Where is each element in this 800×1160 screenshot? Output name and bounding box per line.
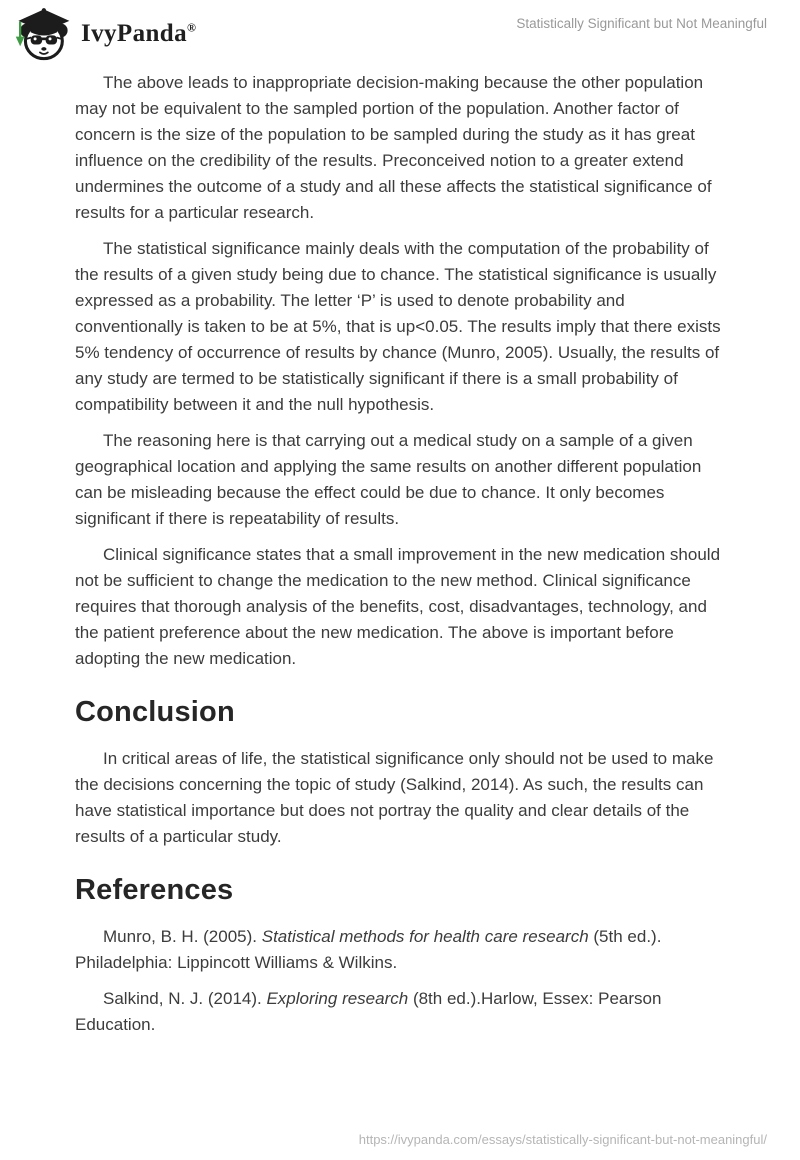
panda-graduate-icon (14, 6, 72, 62)
page-header (0, 0, 800, 62)
conclusion-heading: Conclusion (75, 696, 235, 728)
registered-trademark: ® (187, 20, 197, 35)
reference-title-italic: Exploring research (266, 989, 409, 1008)
reference-title-italic: Statistical methods for health care research (261, 927, 589, 946)
brand-text: IvyPanda (81, 20, 188, 47)
reference-text-part: (8th ed.).Harlow, Essex: Pearson Education. (75, 989, 662, 1034)
page-footer-url: https://ivypanda.com/essays/statistically-significant-but-not-meaningful/ (358, 1132, 767, 1147)
paragraph: The statistical significance mainly deals with the computation of the probability of the results of a given study being due to chance. The statistical significance is usually expressed as a probability. The letter ‘P’ is used to denote probability and conventionally is taken to be at 5%, that is up<0.05. The results imply that there exists 5% tendency of occurrence of results by chance (Munro, 2005). Usually, the results of any study are termed to be statistically significant if there is a small probability of compatibility between it and the null hypothesis. (75, 239, 721, 414)
ivypanda-logo (14, 6, 196, 62)
paragraph: In critical areas of life, the statistical significance only should not be used to make the decisions concerning the topic of study (Salkind, 2014). As such, the results can have statistical importance but does not portray the quality and clear details of the results of a particular study. (75, 749, 714, 846)
document-title: Statistically Significant but Not Meaningful (516, 16, 767, 31)
reference-entry (75, 986, 727, 1038)
essay-content (75, 70, 727, 1038)
reference-entry (75, 924, 727, 976)
reference-text-part: Salkind, N. J. (2014). (103, 989, 267, 1008)
paragraph: The above leads to inappropriate decision-making because the other population may not be equivalent to the sampled portion of the population. Another factor of concern is the size of the population to be sampled during the study as it has great influence on the credibility of the results. Preconceived notion to a greater extend undermines the outcome of a study and all these affects the statistical significance of results for a particular research. (75, 73, 712, 222)
paragraph: Clinical significance states that a small improvement in the new medication should not be sufficient to change the medication to the new method. Clinical significance requires that thorough analysis of the benefits, cost, disadvantages, technology, and the patient preference about the new medication. The above is important before adopting the new medication. (75, 545, 721, 668)
references-heading: References (75, 874, 234, 906)
paragraph: The reasoning here is that carrying out a medical study on a sample of a given geographical location and applying the same results on another different population can be misleading because the effect could be due to chance. It only becomes significant if there is repeatability of results. (75, 431, 702, 528)
reference-text-part: Munro, B. H. (2005). (103, 927, 262, 946)
reference-text-part: (5th ed.). Philadelphia: Lippincott Williams & Wilkins. (75, 927, 662, 972)
brand-name (81, 6, 196, 62)
